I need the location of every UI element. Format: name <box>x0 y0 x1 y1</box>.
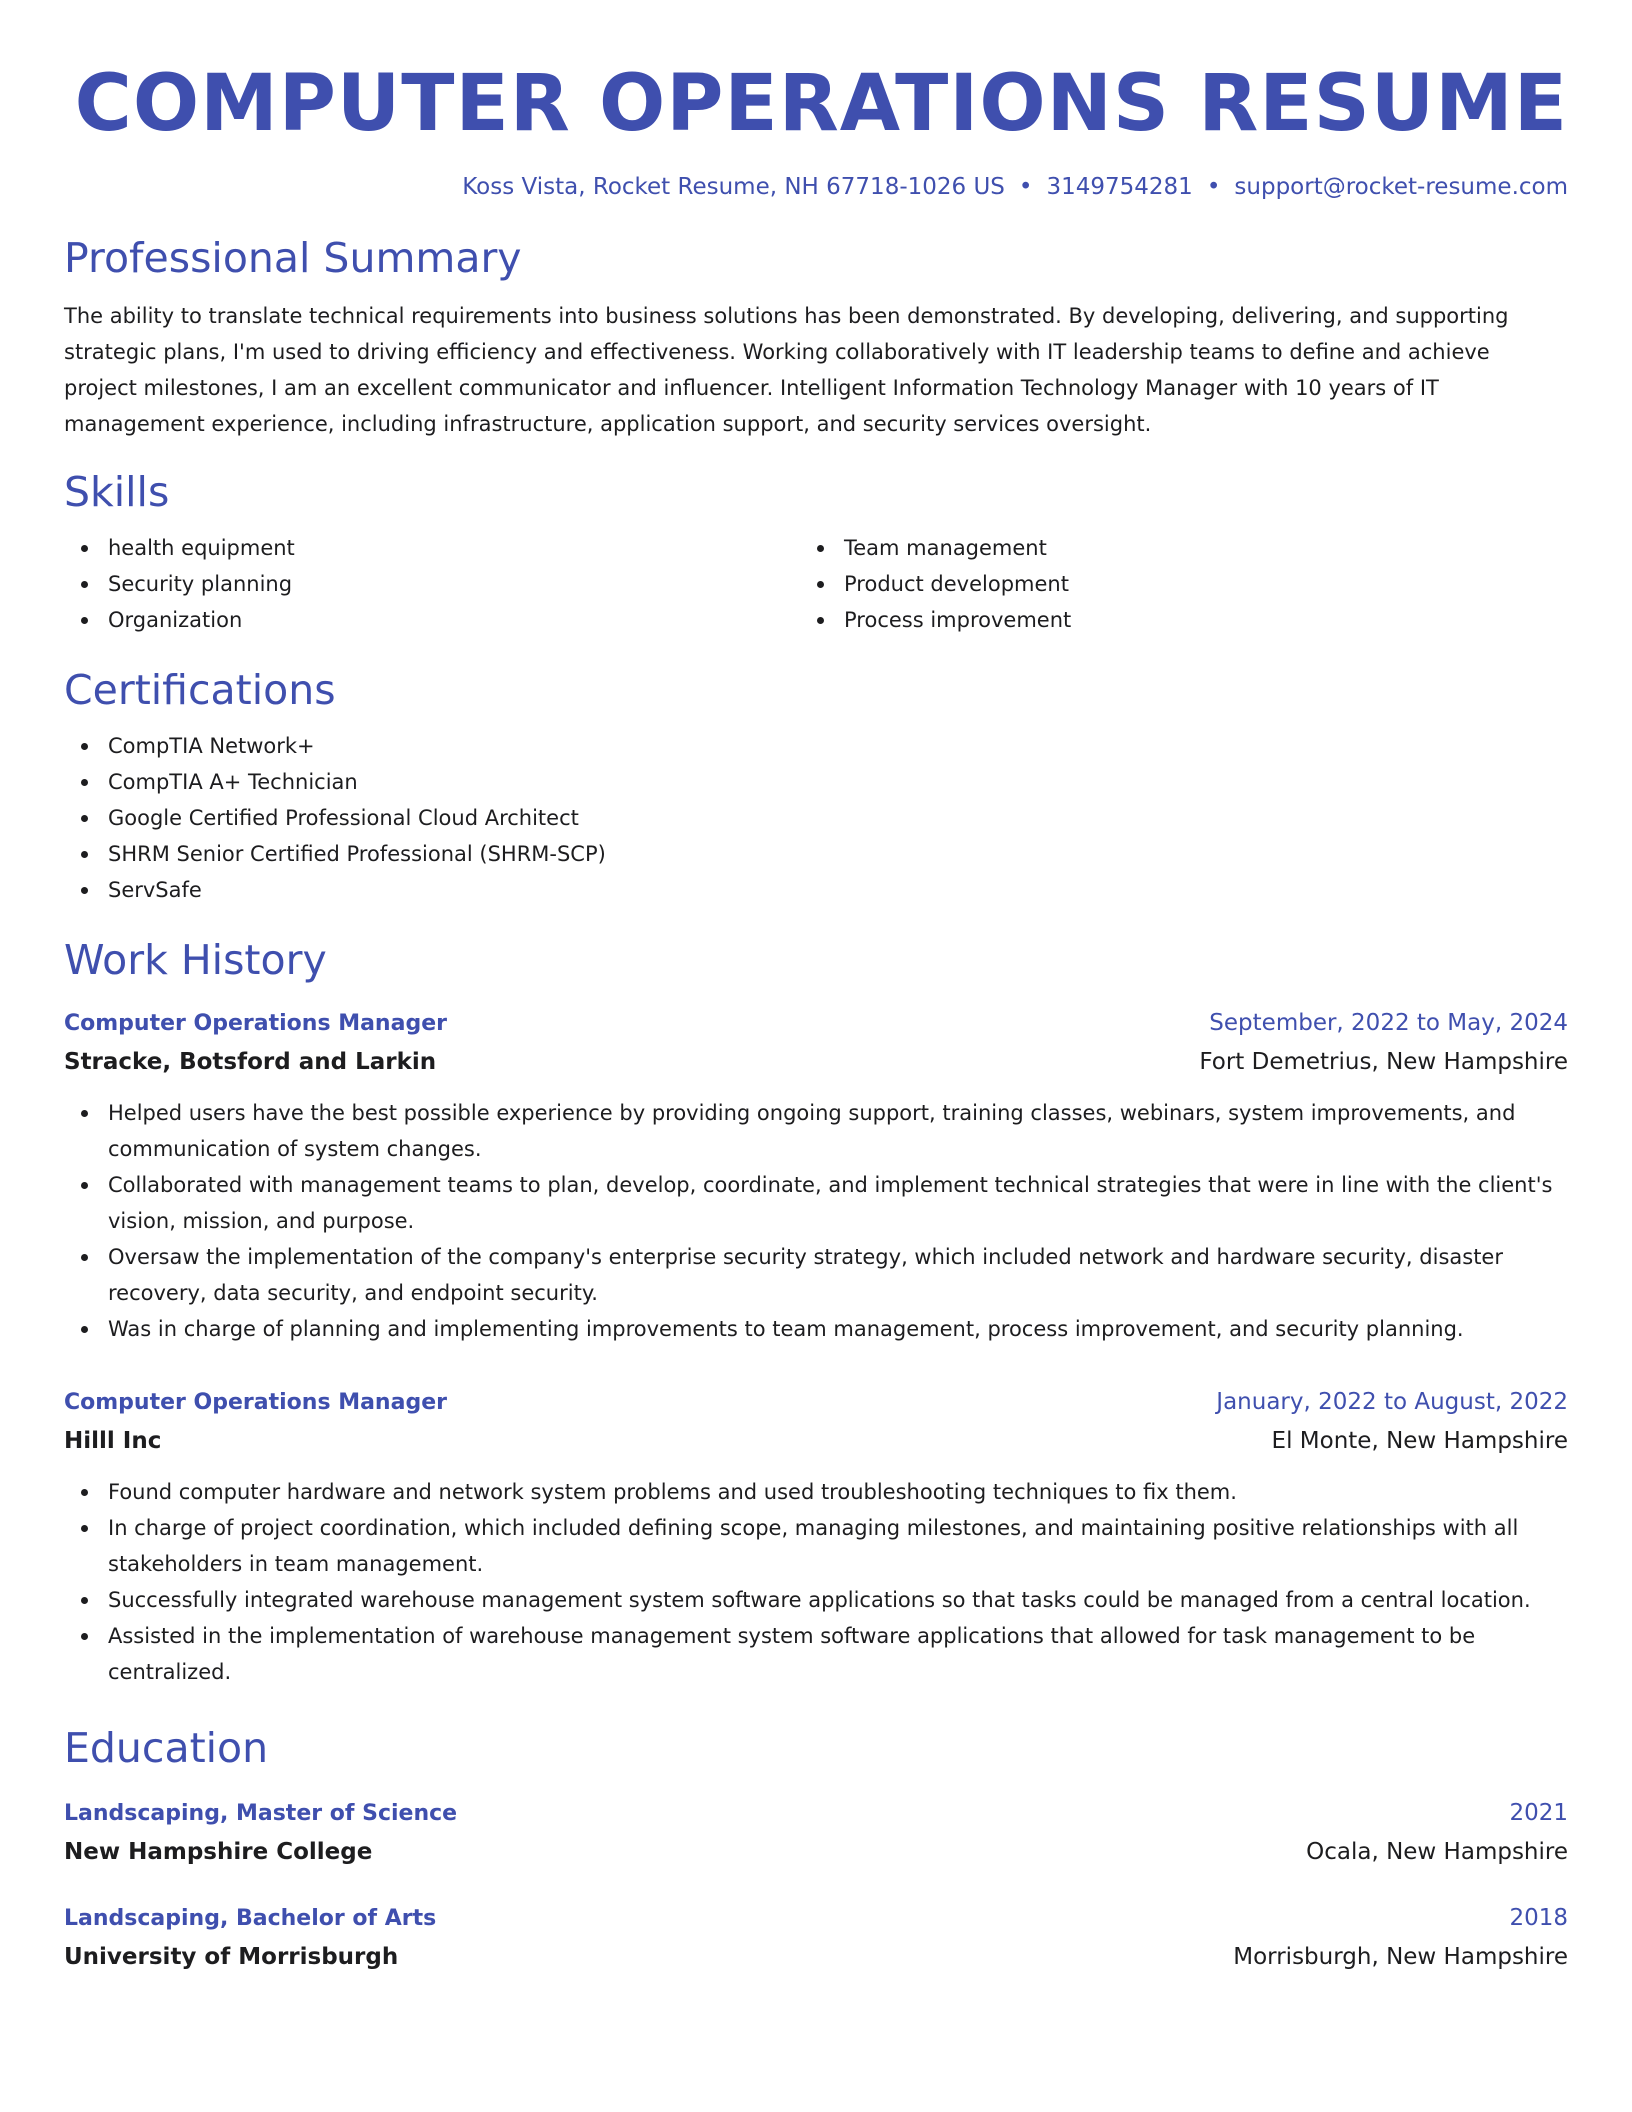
job-dates: January, 2022 to August, 2022 <box>1216 1389 1568 1415</box>
education-entry <box>64 1899 1568 1976</box>
job-company-row <box>64 1422 1568 1460</box>
skills-heading: Skills <box>64 468 170 516</box>
education-degree-row <box>64 1794 1568 1833</box>
job-title-row <box>64 1004 1568 1043</box>
certification-item: CompTIA Network+ <box>64 728 1568 764</box>
summary-text: The ability to translate technical requirements into business solutions has been demonstrated. By developing, delivering, and supporting strategic plans, I'm used to driving efficiency and effectiveness. Working collaboratively with IT leadership teams to define and achieve project milestones, I am an excellent communicator and influencer. Intelligent Information Technology Manager with 10 years of IT management experience, including infrastructure, application support, and security services oversight. <box>64 304 1509 436</box>
skills-grid <box>64 530 1568 638</box>
education-degree-row <box>64 1899 1568 1938</box>
job-company: Stracke, Botsford and Larkin <box>64 1049 437 1075</box>
job-title-row <box>64 1383 1568 1422</box>
education-location: Morrisburgh, New Hampshire <box>1233 1944 1568 1970</box>
skill-item: Process improvement <box>800 602 1536 638</box>
job-bullet: Was in charge of planning and implementing improvements to team management, process improvement, and security planning. <box>64 1311 1568 1347</box>
resume-name: COMPUTER OPERATIONS RESUME <box>74 59 1568 149</box>
certification-item: ServSafe <box>64 872 1568 908</box>
job-bullet: Assisted in the implementation of warehouse management system software applications that allowed for task management to be centralized. <box>64 1618 1568 1690</box>
education-location: Ocala, New Hampshire <box>1306 1839 1568 1865</box>
job-entry <box>64 1004 1568 1347</box>
skills-list-right <box>800 530 1536 638</box>
job-bullet: Collaborated with management teams to plan, develop, coordinate, and implement technical strategies that were in line with the client's vision, mission, and purpose. <box>64 1167 1568 1239</box>
certifications-heading: Certifications <box>64 666 336 714</box>
education-year: 2018 <box>1509 1905 1568 1931</box>
education-degree: Landscaping, Bachelor of Arts <box>64 1906 437 1931</box>
skill-item: Product development <box>800 566 1536 602</box>
summary-section <box>64 230 1568 442</box>
skill-item: Security planning <box>64 566 800 602</box>
work-history-section <box>64 932 1568 1690</box>
contact-line <box>64 170 1568 204</box>
job-title: Computer Operations Manager <box>64 1390 447 1415</box>
certification-item: SHRM Senior Certified Professional (SHRM-SCP) <box>64 836 1568 872</box>
job-bullets <box>64 1474 1568 1690</box>
job-bullets <box>64 1095 1568 1347</box>
job-entry <box>64 1383 1568 1690</box>
skill-item: Organization <box>64 602 800 638</box>
job-company-row <box>64 1043 1568 1081</box>
skill-item: health equipment <box>64 530 800 566</box>
contact-separator: • <box>1018 174 1033 200</box>
job-bullet: Found computer hardware and network system problems and used troubleshooting techniques to fix them. <box>64 1474 1568 1510</box>
job-bullet: Successfully integrated warehouse management system software applications so that tasks could be managed from a central location. <box>64 1582 1568 1618</box>
education-heading: Education <box>64 1724 269 1772</box>
job-bullet: Oversaw the implementation of the company's enterprise security strategy, which included network and hardware security, disaster recovery, data security, and endpoint security. <box>64 1239 1568 1311</box>
job-bullet: Helped users have the best possible experience by providing ongoing support, training classes, webinars, system improvements, and communication of system changes. <box>64 1095 1568 1167</box>
education-school-row <box>64 1938 1568 1976</box>
job-location: Fort Demetrius, New Hampshire <box>1199 1049 1568 1075</box>
education-section <box>64 1720 1568 1976</box>
certifications-list <box>64 728 1568 908</box>
contact-separator: • <box>1206 174 1221 200</box>
work-history-heading: Work History <box>64 936 327 984</box>
job-title: Computer Operations Manager <box>64 1011 447 1036</box>
contact-phone[interactable]: 3149754281 <box>1046 174 1193 200</box>
skills-section <box>64 464 1568 638</box>
resume-header <box>64 48 1568 204</box>
summary-heading: Professional Summary <box>64 234 522 282</box>
job-bullet: In charge of project coordination, which included defining scope, managing milestones, and maintaining positive relationships with all stakeholders in team management. <box>64 1510 1568 1582</box>
education-school-row <box>64 1833 1568 1871</box>
job-company: Hilll Inc <box>64 1428 162 1454</box>
certifications-section <box>64 662 1568 908</box>
certification-item: CompTIA A+ Technician <box>64 764 1568 800</box>
education-degree: Landscaping, Master of Science <box>64 1801 458 1826</box>
certification-item: Google Certified Professional Cloud Architect <box>64 800 1568 836</box>
contact-email[interactable]: support@rocket-resume.com <box>1234 174 1568 200</box>
education-school: University of Morrisburgh <box>64 1944 399 1970</box>
job-location: El Monte, New Hampshire <box>1271 1428 1568 1454</box>
education-entry <box>64 1794 1568 1871</box>
skill-item: Team management <box>800 530 1536 566</box>
education-school: New Hampshire College <box>64 1839 373 1865</box>
skills-list-left <box>64 530 800 638</box>
job-dates: September, 2022 to May, 2024 <box>1209 1010 1568 1036</box>
contact-address: Koss Vista, Rocket Resume, NH 67718-1026 US <box>462 174 1005 200</box>
education-year: 2021 <box>1509 1800 1568 1826</box>
